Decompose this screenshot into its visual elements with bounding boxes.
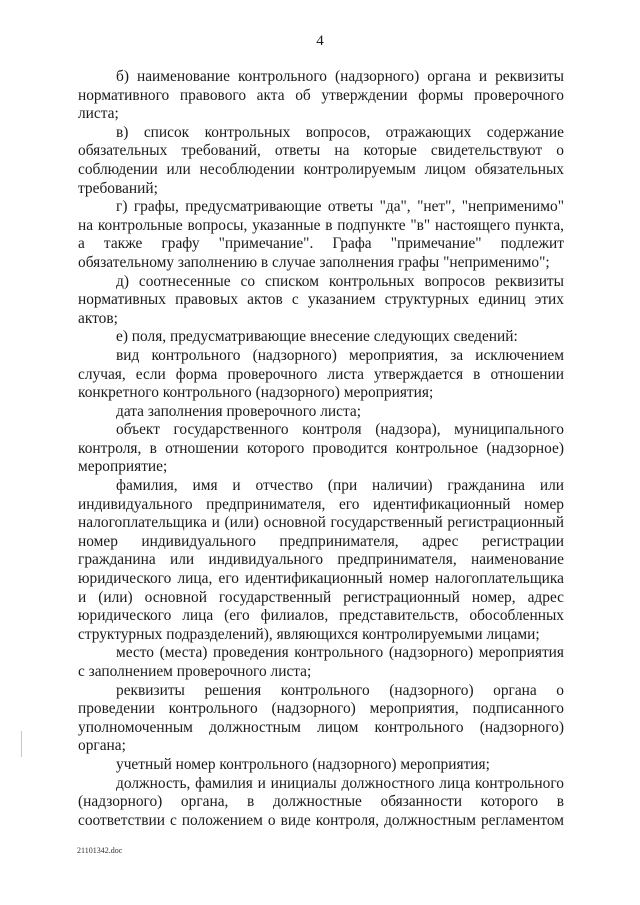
paragraph-control-type: вид контрольного (надзорного) мероприятия, за исключением случая, если форма проверочного листа утверждается в отношении конкретного контрольного (надзорного) мероприятия;	[78, 346, 564, 402]
paragraph-controlled-person: фамилия, имя и отчество (при наличии) гражданина или индивидуального предпринимателя, его идентификационный номер налогоплательщика и (или) основной государственный регистрационный номер индивидуального предпринимателя, адрес регистрации гражданина или индивидуального предпринимателя, наименование юридического лица, его идентификационный номер налогоплательщика и (или) основной государственный регистрационный номер, адрес юридического лица (его филиалов, представительств, обособленных структурных подразделений), являющихся контролируемыми лицами;	[78, 477, 564, 643]
page-number: 4	[316, 33, 324, 49]
paragraph-decision-details: реквизиты решения контрольного (надзорного) органа о проведении контрольного (надзорного) мероприятия, подписанного уполномоченным должностным лицом контрольного (надзорного) органа;	[78, 681, 564, 755]
paragraph-control-object: объект государственного контроля (надзора), муниципального контроля, в отношении которого проводится контрольное (надзорное) мероприятие;	[78, 421, 564, 476]
paragraph-b: б) наименование контрольного (надзорного) органа и реквизиты нормативного правового акта об утверждении формы проверочного листа;	[78, 68, 564, 123]
paragraph-e: е) поля, предусматривающие внесение следующих сведений:	[116, 328, 518, 346]
paragraph-g: г) графы, предусматривающие ответы "да", "нет", "неприменимо" на контрольные вопросы, указанные в подпункте "в" настоящего пункта, а также графу "примечание". Графа "примечание" подлежит обязательному заполнению в случае заполнения графы "неприменимо";	[78, 198, 564, 271]
document-body	[78, 68, 564, 830]
paragraph-d: д) соотнесенные со списком контрольных вопросов реквизиты нормативных правовых актов с указанием структурных единиц этих актов;	[78, 272, 564, 327]
footer-file-code: 21101342.doc	[77, 846, 123, 855]
paragraph-record-number: учетный номер контрольного (надзорного) мероприятия;	[116, 755, 490, 773]
paragraph-place: место (места) проведения контрольного (надзорного) мероприятия с заполнением проверочного листа;	[78, 644, 564, 680]
paragraph-fill-date: дата заполнения проверочного листа;	[116, 402, 361, 420]
margin-mark	[21, 731, 22, 757]
paragraph-v: в) список контрольных вопросов, отражающих содержание обязательных требований, ответы на которые свидетельствуют о соблюдении или несоблюдении контролируемым лицом обязательных требований;	[78, 123, 564, 197]
paragraph-official: должность, фамилия и инициалы должностного лица контрольного (надзорного) органа, в должностные обязанности которого в соответствии с положением о виде контроля, должностным регламентом	[78, 774, 564, 829]
